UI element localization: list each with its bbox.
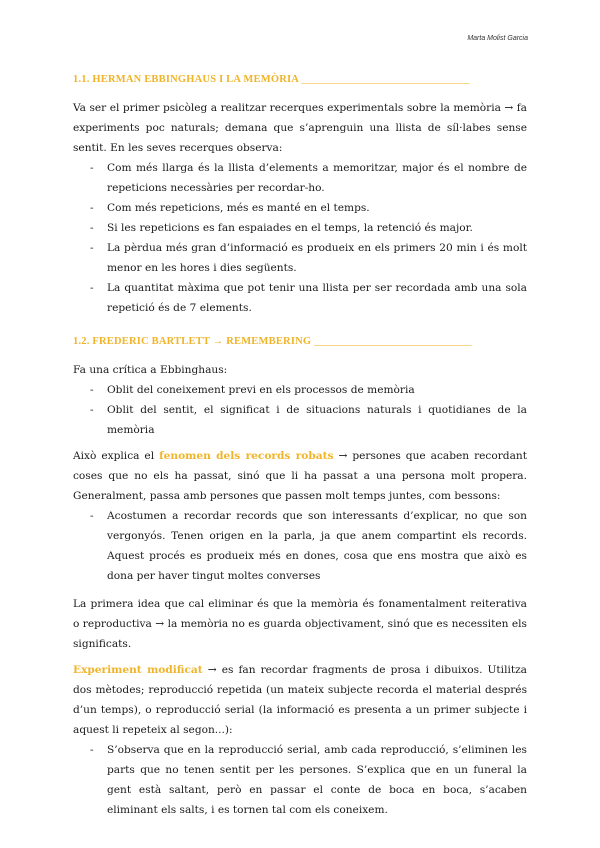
list-item: - Si les repeticions es fan espaiades en el temps, la retenció és major. [73, 218, 527, 238]
stolen-bullet-list [73, 506, 527, 586]
critique-bullet-list [73, 380, 527, 440]
list-item: - La quantitat màxima que pot tenir una llista per ser recordada amb una sola repetició és de 7 elements. [73, 278, 527, 318]
section-2-title [73, 332, 527, 352]
section-2-title-text: 1.2. FREDERIC BARTLETT → REMEMBERING [73, 336, 312, 347]
critique-intro: Fa una crítica a Ebbinghaus: [73, 364, 228, 376]
stolen-memories-paragraph [73, 446, 527, 506]
list-item: - Com més llarga és la llista d’elements a memoritzar, major és el nombre de repeticions necessàries per recordar-ho. [73, 158, 527, 198]
experiment-text: → es fan recordar fragments de prosa i dibuixos. Utilitza dos mètodes; reproducció repetida (un mateix subjecte recorda el material després d’un temps), o reproducció serial (la informació es presenta a un primer subjecte i aquest li repeteix al segon...): [73, 664, 528, 736]
experiment-paragraph [73, 660, 527, 740]
list-item: - Com més repeticions, més es manté en el temps. [73, 198, 527, 218]
list-item: - Oblit del sentit, el significat i de situacions naturals i quotidianes de la memòria [73, 400, 527, 440]
list-item: - La pèrdua més gran d’informació es produeix en els primers 20 min i és molt menor en les hores i dies següents. [73, 238, 527, 278]
experiment-bullet-list [73, 740, 527, 820]
experiment-highlight: Experiment modificat [73, 664, 203, 676]
reiterative-paragraph: La primera idea que cal eliminar és que la memòria és fonamentalment reiterativa o reproductiva → la memòria no es guarda objectivament, sinó que es necessiten els significats. [73, 598, 527, 650]
section-1-title-rule: ________________________________ [301, 74, 470, 85]
stolen-prefix: Això explica el [73, 450, 160, 462]
section-2-title-rule: ______________________________ [314, 336, 472, 347]
header-author: Marta Molist Garcia [467, 35, 528, 42]
page-content [73, 70, 527, 820]
section-1-title [73, 70, 527, 90]
list-item: - Oblit del coneixement previ en els processos de memòria [73, 380, 527, 400]
stolen-memories-highlight: fenomen dels records robats [159, 450, 334, 462]
list-item: - S’observa que en la reproducció serial, amb cada reproducció, s’eliminen les parts que no tenen sentit per les persones. S’explica que en un funeral la gent està saltant, però en passar el conte de boca en boca, s’acaben eliminant els salts, i es tornen tal com els coneixem. [73, 740, 527, 820]
section-1-intro: Va ser el primer psicòleg a realitzar recerques experimentals sobre la memòria → fa experiments poc naturals; demana que s’aprenguin una llista de síl·labes sense sentit. En les seves recerques observa: [73, 102, 527, 154]
stolen-suffix: → persones que acaben recordant coses que no els ha passat, sinó que li ha passat a una persona molt propera. Generalment, passa amb persones que passen molt temps juntes, com bessons: [73, 450, 527, 502]
section-1-title-text: 1.1. HERMAN EBBINGHAUS I LA MEMÒRIA [73, 74, 299, 85]
section-1-bullet-list [73, 158, 527, 318]
list-item: - Acostumen a recordar records que son interessants d’explicar, no que son vergonyós. Tenen origen en la parla, ja que anem compartint els records. Aquest procés es produeix més en dones, cosa que ens mostra que això es dona per haver tingut moltes converses [73, 506, 527, 586]
